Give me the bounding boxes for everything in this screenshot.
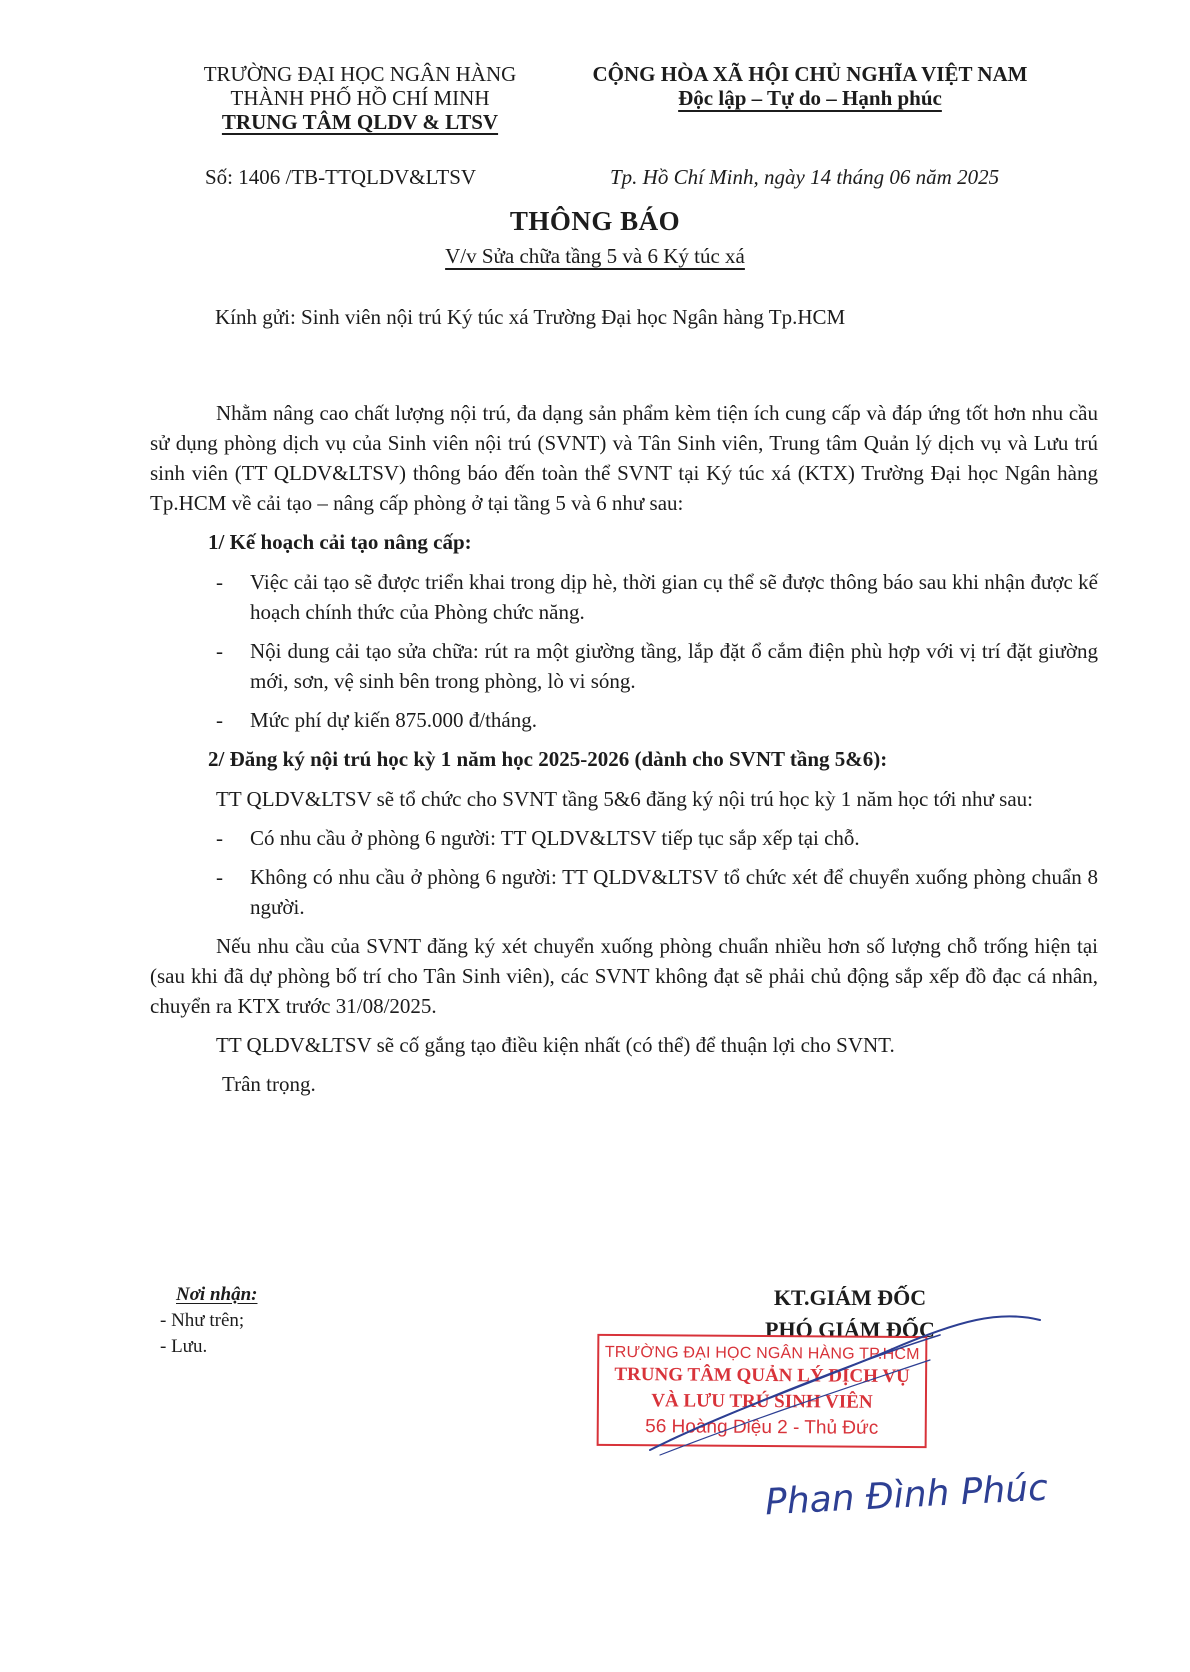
signature-title-line2: PHÓ GIÁM ĐỐC [765, 1317, 935, 1342]
section2-intro: TT QLDV&LTSV sẽ tổ chức cho SVNT tầng 5&6 đăng ký nội trú học kỳ 1 năm học tới như sau: [216, 787, 1034, 811]
section2-heading: 2/ Đăng ký nội trú học kỳ 1 năm học 2025-2026 (dành cho SVNT tầng 5&6): [208, 747, 888, 771]
center-name: TRUNG TÂM QLDV & LTSV [221, 110, 499, 134]
recipients-item: - Như trên; [160, 1310, 245, 1331]
signature-title-line1: KT.GIÁM ĐỐC [773, 1285, 927, 1310]
city-name: THÀNH PHỐ HỒ CHÍ MINH [230, 86, 490, 110]
list-item-text: Không có nhu cầu ở phòng 6 người: TT QLDV&LTSV tổ chức xét để chuyển xuống phòng chuẩn 8 người. [250, 865, 1098, 919]
list-item: - Việc cải tạo sẽ được triển khai trong dịp hè, thời gian cụ thể sẽ được thông báo sau khi nhận được kế hoạch chính thức của Phòng chức năng. [216, 570, 1098, 624]
support-paragraph: TT QLDV&LTSV sẽ cố gắng tạo điều kiện nhất (có thể) để thuận lợi cho SVNT. [216, 1033, 895, 1057]
list-item-text: Mức phí dự kiến 875.000 đ/tháng. [250, 708, 537, 732]
recipients-heading: Nơi nhận: [176, 1284, 258, 1305]
document-title: THÔNG BÁO [509, 206, 681, 236]
list-item-text: Có nhu cầu ở phòng 6 người: TT QLDV&LTSV tiếp tục sắp xếp tại chỗ. [250, 826, 860, 850]
recipients-block [160, 1282, 257, 1360]
list-item: - Có nhu cầu ở phòng 6 người: TT QLDV&LTSV tiếp tục sắp xếp tại chỗ. [216, 826, 860, 850]
list-item: - Không có nhu cầu ở phòng 6 người: TT QLDV&LTSV tổ chức xét để chuyển xuống phòng chuẩn 8 người. [216, 865, 1098, 919]
stamp-line2: TRUNG TÂM QUẢN LÝ DỊCH VỤ [614, 1363, 910, 1388]
closing-text: Trân trọng. [222, 1072, 316, 1096]
header-left [150, 62, 570, 134]
recipients-item: - Lưu. [160, 1336, 208, 1357]
list-item: - Nội dung cải tạo sửa chữa: rút ra một giường tầng, lắp đặt ổ cắm điện phù hợp với vị trí đặt giường mới, sơn, vệ sinh bên trong phòng, lò vi sóng. [216, 639, 1098, 693]
subtitle-text: V/v Sửa chữa tầng 5 và 6 Ký túc xá [445, 244, 745, 268]
signer-name: Phan Đình Phúc [764, 1467, 1049, 1524]
university-name: TRƯỜNG ĐẠI HỌC NGÂN HÀNG [203, 62, 517, 86]
stamp-line4: 56 Hoàng Diệu 2 - Thủ Đức [645, 1416, 879, 1439]
section1-heading: 1/ Kế hoạch cải tạo nâng cấp: [208, 530, 472, 554]
motto: Độc lập – Tự do – Hạnh phúc [678, 86, 942, 110]
list-item-text: Nội dung cải tạo sửa chữa: rút ra một giường tầng, lắp đặt ổ cắm điện phù hợp với vị trí đặt giường mới, sơn, vệ sinh bên trong phòng, lò vi sóng. [250, 639, 1098, 693]
recipient-line: Kính gửi: Sinh viên nội trú Ký túc xá Trường Đại học Ngân hàng Tp.HCM [215, 305, 846, 329]
list-item-text: Việc cải tạo sẽ được triển khai trong dịp hè, thời gian cụ thể sẽ được thông báo sau khi nhận được kế hoạch chính thức của Phòng chức năng. [250, 570, 1098, 624]
place-date: Tp. Hồ Chí Minh, ngày 14 tháng 06 năm 2025 [610, 165, 1000, 189]
document-body [150, 398, 1098, 1108]
stamp-line3: VÀ LƯU TRÚ SINH VIÊN [651, 1390, 873, 1413]
intro-paragraph: Nhằm nâng cao chất lượng nội trú, đa dạng sản phẩm kèm tiện ích cung cấp và đáp ứng tốt hơn nhu cầu sử dụng phòng dịch vụ của Sinh viên nội trú (SVNT) và Tân Sinh viên, Trung tâm Quản lý dịch vụ và Lưu trú sinh viên (TT QLDV&LTSV) thông báo đến toàn thể SVNT tại Ký túc xá (KTX) Trường Đại học Ngân hàng Tp.HCM về cải tạo – nâng cấp phòng ở tại tầng 5 và 6 như sau: [150, 401, 1098, 515]
signature-scribble [640, 1290, 1060, 1470]
overflow-paragraph: Nếu nhu cầu của SVNT đăng ký xét chuyển xuống phòng chuẩn nhiều hơn số lượng chỗ trống hiện tại (sau khi đã dự phòng bố trí cho Tân Sinh viên), các SVNT không đạt sẽ phải chủ động sắp xếp đồ đạc cá nhân, chuyển ra KTX trước 31/08/2025. [150, 934, 1098, 1018]
document-subtitle [0, 244, 1190, 269]
list-item: - Mức phí dự kiến 875.000 đ/tháng. [216, 708, 537, 732]
header-right [560, 62, 1060, 110]
stamp-line1: TRƯỜNG ĐẠI HỌC NGÂN HÀNG TP.HCM [604, 1343, 920, 1364]
country-name: CỘNG HÒA XÃ HỘI CHỦ NGHĨA VIỆT NAM [592, 62, 1028, 86]
document-number: Số: 1406 /TB-TTQLDV&LTSV [205, 165, 477, 189]
